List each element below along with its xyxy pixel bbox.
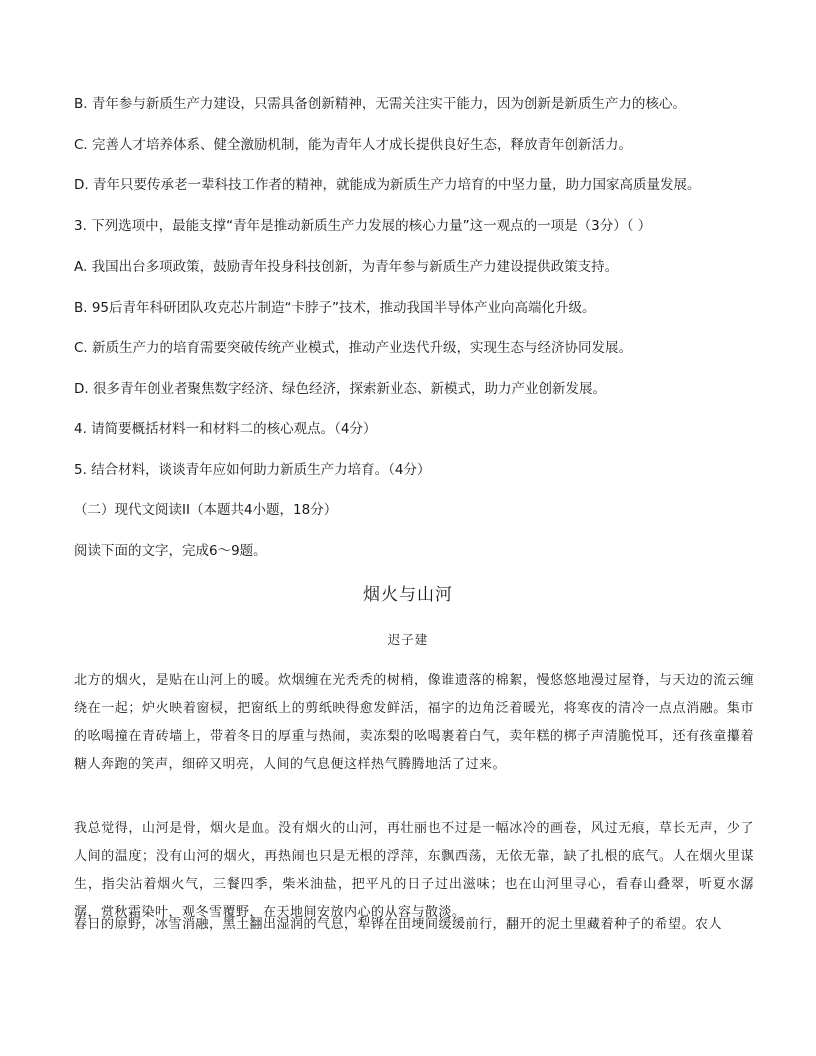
reading-instruction: 阅读下面的文字，完成6～9题。	[74, 543, 267, 559]
essay-title: 烟火与山河	[363, 585, 453, 605]
q3-option-b: B. 95后青年科研团队攻克芯片制造“卡脖子”技术，推动我国半导体产业向高端化升级。	[74, 300, 596, 316]
q3-option-a: A. 我国出台多项政策，鼓励青年投身科技创新，为青年参与新质生产力建设提供政策支持。	[74, 259, 619, 275]
question-5: 5. 结合材料，谈谈青年应如何助力新质生产力培育。（4分）	[74, 462, 431, 478]
q3-option-c: C. 新质生产力的培育需要突破传统产业模式，推动产业迭代升级，实现生态与经济协同发展。	[74, 340, 633, 356]
essay-author: 迟子建	[387, 632, 429, 647]
option-c-line: C. 完善人才培养体系、健全激励机制，能为青年人才成长提供良好生态，释放青年创新活力。	[74, 137, 633, 153]
option-d-line: D. 青年只要传承老一辈科技工作者的精神，就能成为新质生产力培育的中坚力量，助力国家高质量发展。	[74, 177, 701, 193]
question-4: 4. 请简要概括材料一和材料二的核心观点。（4分）	[74, 421, 377, 437]
essay-paragraph: 我总觉得，山河是骨，烟火是血。没有烟火的山河，再壮丽也不过是一幅冰冷的画卷，风过无痕，草长无声，少了人间的温度；没有山河的烟火，再热闹也只是无根的浮萍，东飘西荡，无依无靠，缺了扎根的底气。人在烟火里谋生，指尖沾着烟火气，三餐四季，柴米油盐，把平凡的日子过出滋味；也在山河里寻心，看春山叠翠，听夏水潺潺，赏秋霜染叶，观冬雪覆野，在天地间安放内心的从容与散淡。	[74, 821, 754, 920]
question-3-stem: 3. 下列选项中，最能支撑“青年是推动新质生产力发展的核心力量”这一观点的一项是（3分）（ ）	[74, 218, 652, 234]
essay-paragraph: 春日的原野，冰雪消融，黑土翻出湿润的气息，犁铧在田埂间缓缓前行，翻开的泥土里藏着种子的希望。农人	[74, 917, 723, 932]
section-heading: （二）现代文阅读II（本题共4小题，18分）	[74, 502, 338, 518]
q3-option-d: D. 很多青年创业者聚焦数字经济、绿色经济，探索新业态、新模式，助力产业创新发展。	[74, 381, 606, 397]
essay-paragraph: 北方的烟火，是贴在山河上的暖。炊烟缠在光秃秃的树梢，像谁遗落的棉絮，慢悠悠地漫过屋脊，与天边的流云缠绕在一起；炉火映着窗棂，把窗纸上的剪纸映得愈发鲜活，福字的边角泛着暖光，将寒夜的清冷一点点消融。集市的吆喝撞在青砖墙上，带着冬日的厚重与热闹，卖冻梨的吆喝裹着白气，卖年糕的梆子声清脆悦耳，还有孩童攥着糖人奔跑的笑声，细碎又明亮，人间的气息便这样热气腾腾地活了过来。	[74, 673, 754, 772]
option-b-line: B. 青年参与新质生产力建设，只需具备创新精神，无需关注实干能力，因为创新是新质生产力的核心。	[74, 96, 686, 112]
